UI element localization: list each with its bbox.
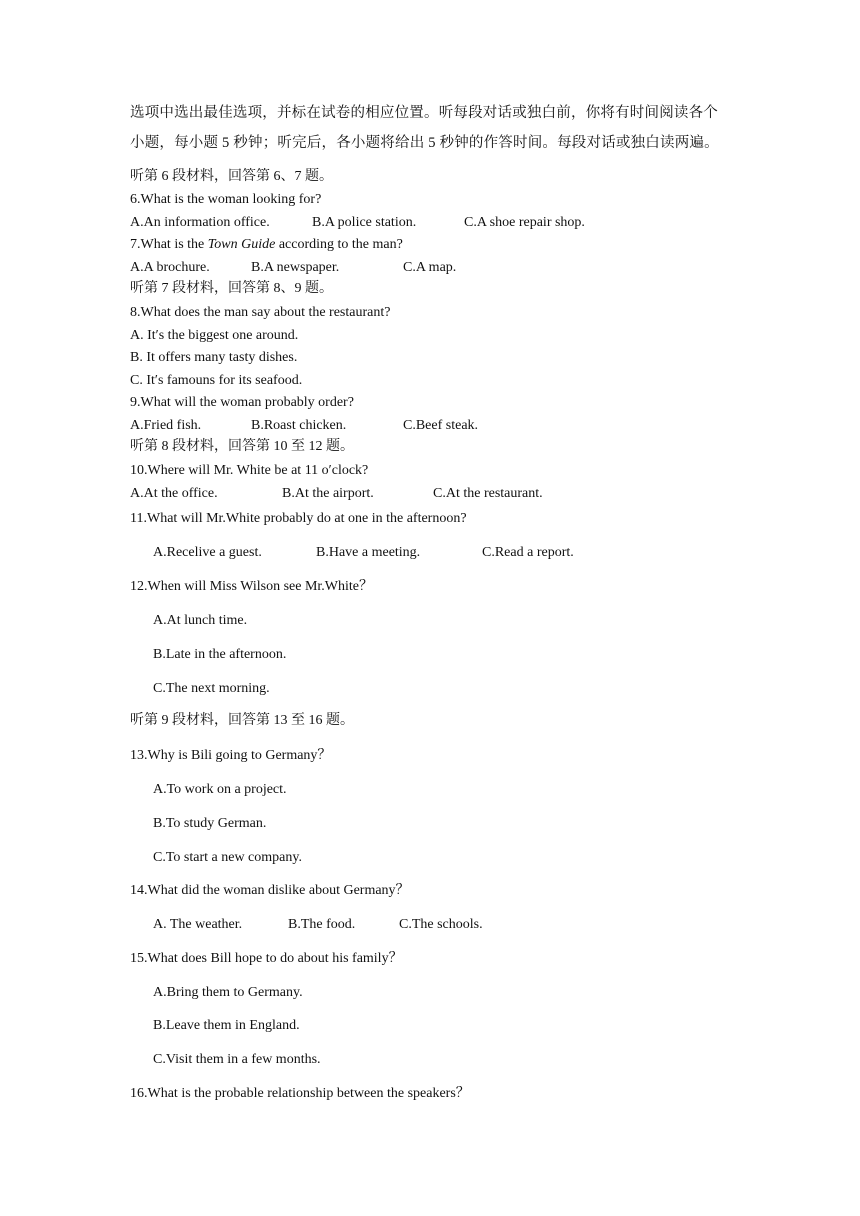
option-13a: A.To work on a project. [153,782,287,797]
option-12b: B.Late in the afternoon. [153,647,287,662]
option-10b: B.At the airport. [282,486,374,501]
section-heading-9: 听第 9 段材料，回答第 13 至 16 题。 [130,713,354,728]
question-7 [130,238,403,252]
option-14a: A. The weather. [153,917,243,932]
question-9: 9.What will the woman probably order? [130,395,354,410]
section-heading-8: 听第 8 段材料，回答第 10 至 12 题。 [130,439,354,454]
question-15: 15.What does Bill hope to do about his family？ [130,951,403,966]
question-7-prefix: 7.What is the [130,237,208,252]
section-heading-7: 听第 7 段材料，回答第 8、9 题。 [130,281,333,296]
question-10: 10.Where will Mr. White be at 11 o′clock? [130,463,369,478]
question-13: 13.Why is Bili going to Germany？ [130,748,332,763]
question-16: 16.What is the probable relationship between the speakers？ [130,1086,470,1101]
option-14c: C.The schools. [399,917,483,932]
option-10c: C.At the restaurant. [433,486,543,501]
intro-line-1: 选项中选出最佳选项，并标在试卷的相应位置。听每段对话或独白前，你将有时间阅读各个 [130,105,718,121]
option-7a: A.A brochure. [130,260,210,275]
option-6a: A.An information office. [130,215,270,230]
option-11a: A.Recelive a guest. [153,545,262,560]
option-8c: C. It′s famouns for its seafood. [130,373,303,388]
option-6c: C.A shoe repair shop. [464,215,585,230]
option-9a: A.Fried fish. [130,418,202,433]
question-12: 12.When will Miss Wilson see Mr.White？ [130,579,373,594]
option-14b: B.The food. [288,917,356,932]
option-15b: B.Leave them in England. [153,1018,300,1033]
option-10a: A.At the office. [130,486,218,501]
question-6: 6.What is the woman looking for? [130,192,322,207]
option-8b: B. It offers many tasty dishes. [130,350,298,365]
question-11: 11.What will Mr.White probably do at one in the afternoon? [130,511,467,526]
option-11c: C.Read a report. [482,545,574,560]
option-7c: C.A map. [403,260,457,275]
option-15c: C.Visit them in a few months. [153,1052,321,1067]
question-7-title: Town Guide [207,237,276,252]
question-14: 14.What did the woman dislike about Germany？ [130,883,410,898]
option-8a: A. It′s the biggest one around. [130,328,299,343]
intro-line-2: 小题，每小题 5 秒钟；听完后，各小题将给出 5 秒钟的作答时间。每段对话或独白读两遍。 [130,135,719,151]
option-11b: B.Have a meeting. [316,545,421,560]
option-9b: B.Roast chicken. [251,418,347,433]
option-13c: C.To start a new company. [153,850,302,865]
question-7-suffix: according to the man? [275,237,403,252]
section-heading-6: 听第 6 段材料，回答第 6、7 题。 [130,169,333,184]
option-6b: B.A police station. [312,215,417,230]
option-12a: A.At lunch time. [153,613,248,628]
question-8: 8.What does the man say about the restaurant? [130,305,391,320]
option-13b: B.To study German. [153,816,267,831]
option-7b: B.A newspaper. [251,260,340,275]
option-15a: A.Bring them to Germany. [153,985,303,1000]
option-12c: C.The next morning. [153,681,270,696]
option-9c: C.Beef steak. [403,418,479,433]
